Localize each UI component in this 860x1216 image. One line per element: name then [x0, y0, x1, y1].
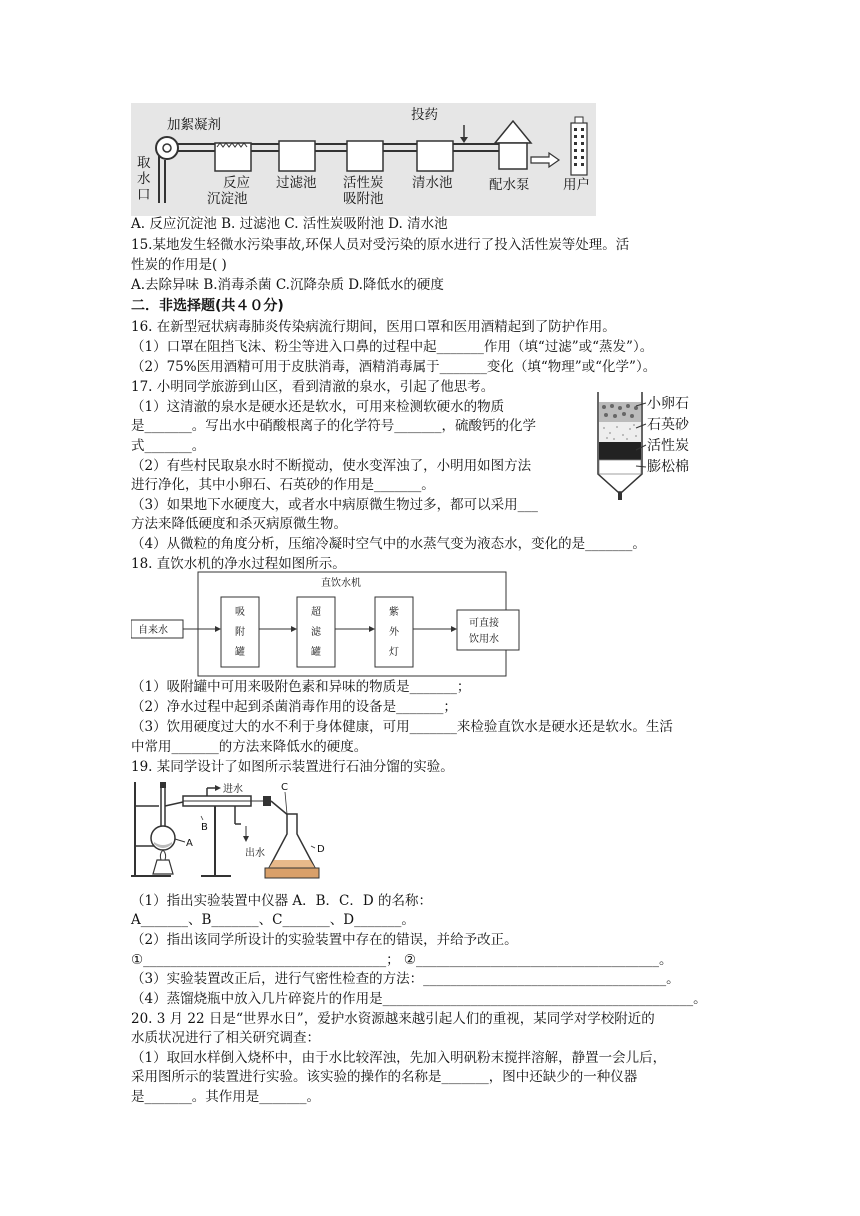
settle-label-1: 反应 [223, 175, 250, 191]
carbon-label-1: 活性炭 [343, 175, 384, 191]
box1-char-1: 吸 [235, 607, 245, 618]
intake-label-2: 水 [137, 171, 151, 187]
q15-stem-2: 性炭的作用是( ) [131, 257, 227, 273]
filter-diagram [590, 388, 710, 504]
box3-char-3: 灯 [389, 647, 399, 658]
q17-part-2b: 进行净化，其中小卵石、石英砂的作用是_______。 [131, 477, 435, 493]
q16-part-1: （1）口罩在阻挡飞沫、粉尘等进入口鼻的过程中起_______作用（填“过滤”或“蒸发”）。 [131, 339, 654, 355]
machine-title: 直饮水机 [321, 578, 361, 589]
box2-char-3: 罐 [311, 647, 321, 658]
box1-char-2: 附 [235, 627, 245, 638]
coagulant-label: 加絮凝剂 [167, 117, 221, 133]
q15-stem-1: 15.某地发生轻微水污染事故,环保人员对受污染的原水进行了投入活性炭等处理。活 [131, 237, 630, 253]
q18-part-1: （1）吸附罐中可用来吸附色素和异味的物质是_______； [131, 679, 471, 695]
q18-stem: 18. 直饮水机的净水过程如图所示。 [131, 556, 346, 572]
q19-part-3: （3）实验装置改正后，进行气密性检查的方法：____________________________________。 [131, 971, 680, 987]
water-plant-diagram [131, 103, 596, 216]
q20-stem-a: 20. 3 月 22 日是“世界水日”，爱护水资源越来越引起人们的重视，某同学对学校附近的 [131, 1011, 655, 1027]
water-in-label: 进水 [223, 784, 243, 795]
q19-part-2b: ①____________________________________； ②____________________________________。 [131, 952, 673, 968]
water-out-label: 出水 [245, 848, 265, 859]
q17-part-1c: 式_______。 [131, 438, 206, 454]
q18-part-3b: 中常用_______的方法来降低水的硬度。 [131, 739, 368, 755]
label-C: C [281, 782, 288, 793]
water-machine-diagram [131, 570, 631, 680]
box3-char-1: 紫 [389, 607, 399, 618]
q17-part-1b: 是_______。写出水中硝酸根离子的化学符号_______，硫酸钙的化学 [131, 418, 536, 434]
user-label: 用户 [563, 177, 590, 193]
q19-part-2: （2）指出该同学所设计的实验装置中存在的错误，并给予改正。 [131, 932, 518, 948]
box1-char-3: 罐 [235, 647, 245, 658]
q16-stem: 16. 在新型冠状病毒肺炎传染病流行期间，医用口罩和医用酒精起到了防护作用。 [131, 319, 616, 335]
q18-part-2: （2）净水过程中起到杀菌消毒作用的设备是_______； [131, 699, 457, 715]
distillation-diagram [131, 776, 331, 882]
output-label-1: 可直接 [469, 618, 499, 629]
box2-char-1: 超 [311, 607, 321, 618]
q15-options: A.去除异味 B.消毒杀菌 C.沉降杂质 D.降低水的硬度 [131, 277, 444, 293]
label-A: A [186, 838, 193, 849]
q19-part-1b: A_______、B_______、C_______、D_______。 [131, 912, 415, 928]
q17-stem: 17. 小明同学旅游到山区，看到清澈的泉水，引起了他思考。 [131, 379, 495, 395]
pebble-label: 小卵石 [647, 396, 689, 412]
output-label-2: 饮用水 [469, 634, 499, 645]
q16-part-2: （2）75%医用酒精可用于皮肤消毒，酒精消毒属于_______变化（填“物理”或“化学”）。 [131, 359, 657, 375]
filter-label: 过滤池 [276, 175, 317, 191]
q19-part-1: （1）指出实验装置中仪器 A．B．C．D 的名称： [131, 893, 432, 909]
dose-label: 投药 [411, 107, 438, 123]
q17-part-2a: （2）有些村民取泉水时不断搅动，使水变浑浊了，小明用如图方法 [131, 458, 532, 474]
settle-label-2: 沉淀池 [207, 191, 248, 207]
q19-stem: 19. 某同学设计了如图所示装置进行石油分馏的实验。 [131, 759, 454, 775]
q20-part-1b: 采用图所示的装置进行实验。该实验的操作的名称是_______，图中还缺少的一种仪器 [131, 1069, 638, 1085]
q17-part-3a: （3）如果地下水硬度大，或者水中病原微生物过多，都可以采用___ [131, 497, 538, 513]
section-2-heading: 二．非选择题(共４０分) [131, 298, 284, 314]
q19-part-4: （4）蒸馏烧瓶中放入几片碎瓷片的作用是______________________________________________。 [131, 991, 707, 1007]
q17-part-4: （4）从微粒的角度分析，压缩冷凝时空气中的水蒸气变为液态水，变化的是_______。 [131, 536, 646, 552]
carbon-label-2: 吸附池 [343, 191, 384, 207]
q17-part-3b: 方法来降低硬度和杀灭病原微生物。 [131, 516, 347, 532]
q14-options: A. 反应沉淀池 B. 过滤池 C. 活性炭吸附池 D. 清水池 [131, 216, 448, 232]
cotton-label: 膨松棉 [647, 459, 689, 475]
label-D: D [317, 844, 325, 855]
q20-part-1a: （1）取回水样倒入烧杯中，由于水比较浑浊，先加入明矾粉末搅拌溶解，静置一会儿后， [131, 1050, 667, 1066]
q20-stem-b: 水质状况进行了相关研究调查： [131, 1030, 320, 1046]
sand-label: 石英砂 [647, 417, 689, 433]
q17-part-1a: （1）这清澈的泉水是硬水还是软水，可用来检测软硬水的物质 [131, 399, 505, 415]
box2-char-2: 滤 [311, 627, 321, 638]
q20-part-1c: 是_______。其作用是_______。 [131, 1089, 320, 1105]
clear-label: 清水池 [412, 175, 453, 191]
pump-label: 配水泵 [489, 177, 530, 193]
carbon-layer-label: 活性炭 [647, 438, 689, 454]
q18-part-3a: （3）饮用硬度过大的水不利于身体健康，可用_______来检验直饮水是硬水还是软水。生活 [131, 719, 673, 735]
source-label: 自来水 [138, 625, 168, 636]
intake-label-1: 取 [137, 155, 151, 171]
intake-label-3: 口 [137, 187, 151, 203]
box3-char-2: 外 [389, 627, 399, 638]
label-B: B [201, 822, 208, 833]
